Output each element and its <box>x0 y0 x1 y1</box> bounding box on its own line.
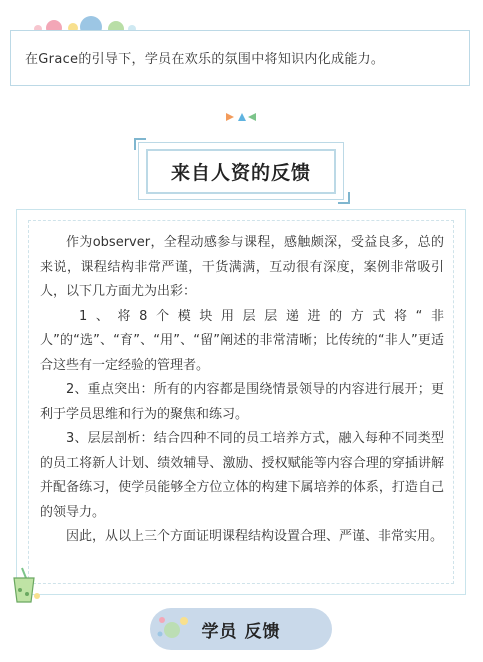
section-title: 来自人资的反馈 <box>170 162 311 184</box>
feedback-body <box>40 231 444 550</box>
feedback-paragraph: 作为observer，全程动感参与课程，感触颇深，受益良多，总的来说，课程结构非常严谨，干货满满，互动很有深度，案例非常吸引人，以下几方面尤为出彩： <box>40 235 444 299</box>
feedback-paragraph: 1、将8个模块用层层递进的方式将“非人”的“选”、“育”、“用”、“留”阐述的非常清晰；比传统的“非人”更适合这些有一定经验的管理者。 <box>40 308 444 373</box>
feedback-paragraph: 因此，从以上三个方面证明课程结构设置合理、严谨、非常实用。 <box>66 529 444 544</box>
frame-corner-bottom-right <box>338 192 350 204</box>
student-feedback-title: 学员 反馈 <box>201 621 281 642</box>
intro-text: 在Grace的引导下，学员在欢乐的氛围中将知识内化成能力。 <box>25 52 385 67</box>
triangle-arrows-icon <box>226 112 258 122</box>
feedback-paragraph: 3、层层剖析：结合四种不同的员工培养方式，融入每种不同类型的员工将新人计划、绩效辅导、激励、授权赋能等内容合理的穿插讲解并配备练习，使学员能够全方位立体的构建下属培养的体系，打造自己的领导力。 <box>40 431 444 520</box>
feedback-paragraph: 2、重点突出：所有的内容都是围绕情景领导的内容进行展开；更利于学员思维和行为的聚焦和练习。 <box>40 382 444 422</box>
drink-cup-icon <box>6 566 42 606</box>
intro-card <box>10 30 470 86</box>
